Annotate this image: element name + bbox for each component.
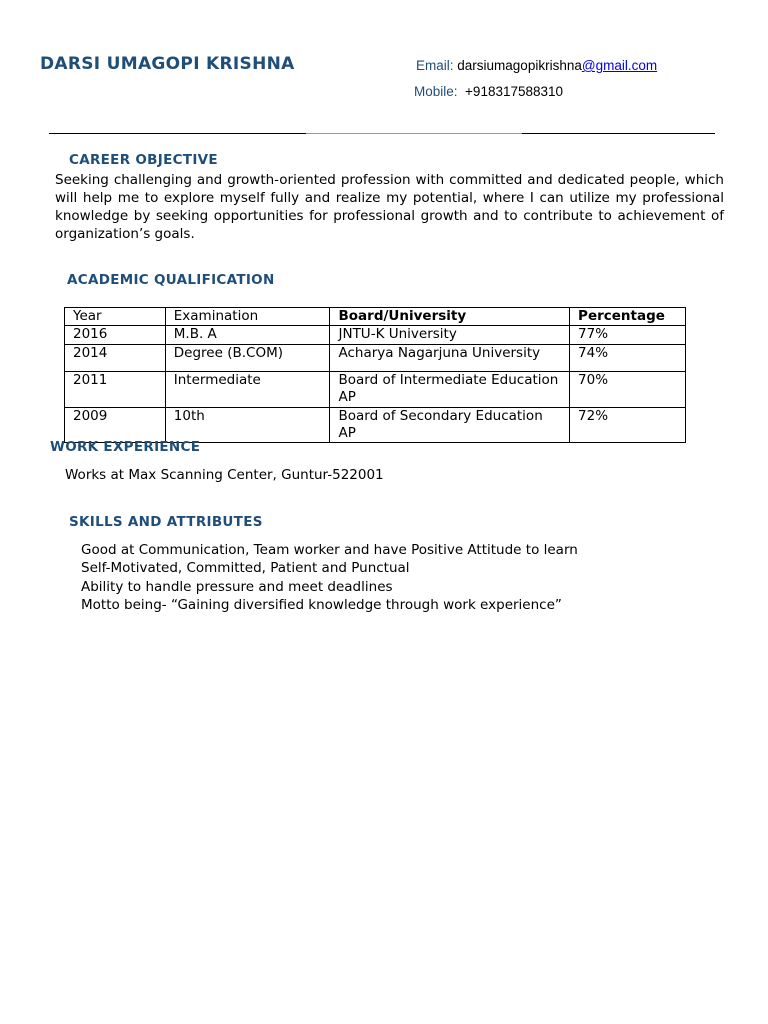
table-cell: Intermediate (165, 372, 330, 408)
table-cell: 70% (570, 372, 686, 408)
header-divider-middle (306, 133, 522, 134)
academic-qualification-heading: ACADEMIC QUALIFICATION (67, 272, 275, 288)
column-header-board: Board/University (330, 308, 570, 326)
table-cell: M.B. A (165, 326, 330, 345)
email-label: Email: (416, 58, 454, 73)
mobile-label: Mobile: (414, 84, 458, 99)
table-cell: Degree (B.COM) (165, 345, 330, 372)
work-experience-heading: WORK EXPERIENCE (50, 439, 201, 455)
email-link[interactable]: @gmail.com (581, 58, 658, 73)
table-cell: 74% (570, 345, 686, 372)
skills-heading: SKILLS AND ATTRIBUTES (69, 514, 263, 530)
column-header-year: Year (65, 308, 166, 326)
mobile-number: +918317588310 (465, 84, 564, 99)
email-user: darsiumagopikrishna (457, 58, 582, 73)
list-item: Self-Motivated, Committed, Patient and Punctual (81, 560, 410, 577)
table-row (65, 408, 686, 443)
work-experience-text: Works at Max Scanning Center, Guntur-522001 (65, 467, 384, 483)
table-cell: 77% (570, 326, 686, 345)
table-cell: 72% (570, 408, 686, 443)
table-cell: JNTU-K University (330, 326, 570, 345)
list-item: Ability to handle pressure and meet deadlines (81, 578, 393, 595)
header-divider-right (522, 133, 715, 134)
table-cell: Board of Secondary Education AP (330, 408, 570, 443)
career-objective-heading: CAREER OBJECTIVE (69, 152, 218, 168)
table-cell: Board of Intermediate Education AP (330, 372, 570, 408)
table-cell: 2009 (65, 408, 166, 443)
academic-qualification-table (64, 307, 686, 443)
table-cell: 2011 (65, 372, 166, 408)
table-cell: 10th (165, 408, 330, 443)
column-header-examination: Examination (165, 308, 330, 326)
list-item: Good at Communication, Team worker and have Positive Attitude to learn (81, 542, 578, 558)
table-cell: Acharya Nagarjuna University (330, 345, 570, 372)
header-divider-left (49, 133, 306, 134)
table-row (65, 345, 686, 372)
skills-list (81, 541, 578, 614)
table-row (65, 326, 686, 345)
email-row (416, 58, 657, 73)
mobile-row (414, 84, 563, 99)
career-objective-text: Seeking challenging and growth-oriented profession with committed and dedicated people, which will help me to explore myself fully and realize my potential, where I can utilize my professional knowledge by seeking opportunities for professional growth and to contribute to achievement of organization’s goals. (55, 172, 724, 242)
table-cell: 2014 (65, 345, 166, 372)
table-row (65, 372, 686, 408)
column-header-percentage: Percentage (570, 308, 686, 326)
list-item: Motto being- “Gaining diversified knowledge through work experience” (81, 596, 562, 613)
table-cell: 2016 (65, 326, 166, 345)
table-header-row (65, 308, 686, 326)
resume-name: DARSI UMAGOPI KRISHNA (40, 54, 295, 74)
